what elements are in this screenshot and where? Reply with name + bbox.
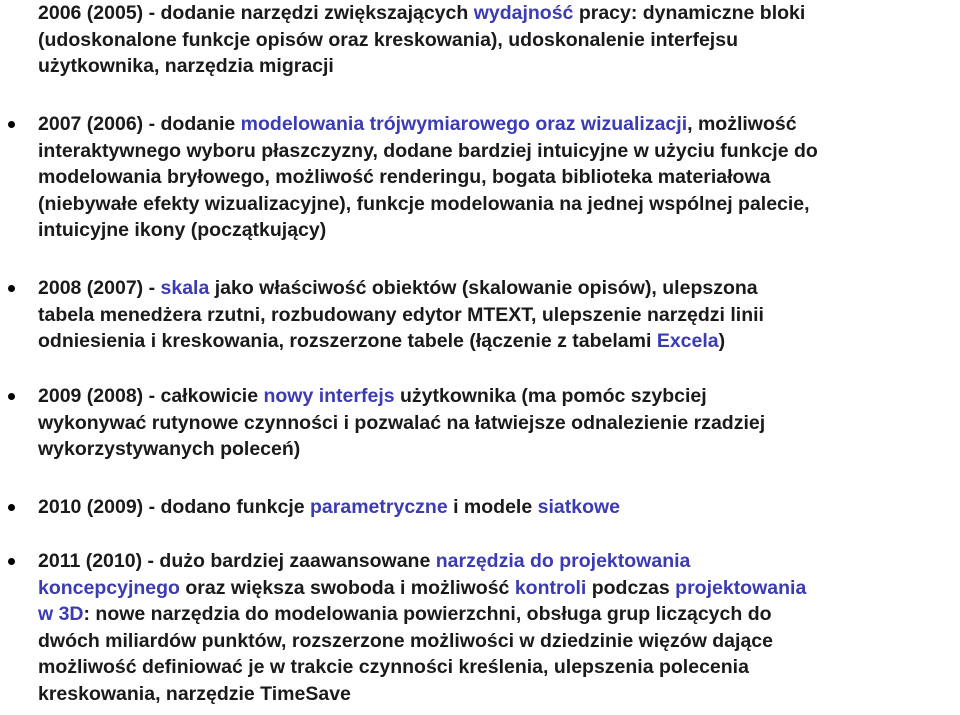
highlighted-term: Excela — [656, 330, 719, 352]
text-segment: modelowania bryłowego, możliwość renderingu, bogata biblioteka materiałowa — [38, 166, 771, 188]
highlighted-term: modelowania trójwymiarowego oraz wizualizacji — [240, 113, 688, 135]
text-line — [38, 217, 958, 244]
text-segment: ) — [718, 330, 726, 352]
text-line — [38, 654, 958, 681]
text-segment: 2008 (2007) - — [38, 277, 161, 299]
text-line — [38, 164, 958, 191]
text-line — [38, 410, 958, 437]
bullet-dot-icon — [8, 121, 15, 128]
bullet-text — [38, 494, 958, 521]
text-line — [38, 548, 958, 575]
bullet-text — [38, 275, 958, 355]
text-segment: (niebywałe efekty wizualizacyjne), funkcje modelowania na jednej wspólnej palecie, — [38, 192, 810, 215]
text-segment: podczas — [586, 576, 676, 599]
text-line — [38, 53, 958, 80]
text-line — [38, 27, 958, 54]
text-segment: , możliwość — [687, 113, 797, 135]
text-line — [38, 383, 958, 410]
text-segment: odniesienia i kreskowania, rozszerzone tabele (łączenie z tabelami — [38, 330, 657, 352]
text-line — [38, 138, 958, 165]
text-segment: wykonywać rutynowe czynności i pozwalać na łatwiejsze odnalezienie rzadziej — [38, 411, 766, 434]
highlighted-term: projektowania — [675, 576, 807, 599]
text-segment: oraz większa swoboda i możliwość — [179, 576, 515, 599]
text-segment: tabela menedżera rzutni, rozbudowany edytor MTEXT, ulepszenie narzędzi linii — [38, 303, 764, 326]
text-segment: użytkownika (ma pomóc szybciej — [394, 385, 707, 407]
highlighted-term: narzędzia do projektowania — [435, 550, 691, 572]
highlighted-term: w 3D — [38, 603, 84, 625]
text-segment: 2010 (2009) - dodano funkcje — [38, 496, 311, 518]
highlighted-term: skala — [160, 277, 210, 299]
text-segment: wykorzystywanych poleceń) — [38, 438, 301, 460]
text-segment: : nowe narzędzia do modelowania powierzchni, obsługa grup liczących do — [83, 603, 772, 625]
text-line — [38, 575, 958, 602]
highlighted-term: koncepcyjnego — [38, 576, 180, 599]
text-segment: jako właściwość obiektów (skalowanie opisów), ulepszona — [209, 277, 758, 299]
bullet-text — [38, 0, 958, 80]
text-line — [38, 681, 958, 708]
text-segment: możliwość definiować je w trakcie czynności kreślenia, ulepszenia polecenia — [38, 656, 749, 678]
bullet-dot-icon — [8, 558, 15, 565]
text-segment: użytkownika, narzędzia migracji — [38, 55, 334, 77]
bullet-dot-icon — [8, 393, 15, 400]
text-segment: 2007 (2006) - dodanie — [38, 113, 241, 135]
text-line — [38, 601, 958, 628]
highlighted-term: kontroli — [514, 576, 587, 599]
bullet-dot-icon — [8, 504, 15, 511]
text-line — [38, 275, 958, 302]
text-segment: pracy: dynamiczne bloki — [573, 2, 806, 24]
bullet-text — [38, 383, 958, 463]
text-line — [38, 111, 958, 138]
highlighted-term: nowy interfejs — [263, 385, 395, 407]
text-segment: i modele — [447, 496, 538, 518]
bullet-text — [38, 548, 958, 707]
highlighted-term: siatkowe — [537, 496, 620, 518]
text-segment: interaktywnego wyboru płaszczyzny, dodane bardziej intuicyjne w użyciu funkcje do — [38, 139, 818, 162]
text-segment: 2009 (2008) - całkowicie — [38, 385, 264, 407]
text-line — [38, 191, 958, 218]
text-line — [38, 328, 958, 355]
text-segment: (udoskonalone funkcje opisów oraz kreskowania), udoskonalenie interfejsu — [38, 28, 738, 51]
text-line — [38, 0, 958, 27]
bullet-text — [38, 111, 958, 244]
text-line — [38, 628, 958, 655]
text-segment: 2011 (2010) - dużo bardziej zaawansowane — [38, 550, 436, 572]
text-line — [38, 494, 958, 521]
text-segment: dwóch miliardów punktów, rozszerzone możliwości w dziedzinie więzów dające — [38, 629, 773, 652]
highlighted-term: parametryczne — [310, 496, 448, 518]
text-line — [38, 436, 958, 463]
text-segment: intuicyjne ikony (początkujący) — [38, 219, 327, 241]
text-segment: 2006 (2005) - dodanie narzędzi zwiększających — [38, 2, 474, 24]
text-segment: kreskowania, narzędzie TimeSave — [38, 682, 351, 705]
highlighted-term: wydajność — [473, 2, 574, 24]
text-line — [38, 302, 958, 329]
bullet-dot-icon — [8, 285, 15, 292]
